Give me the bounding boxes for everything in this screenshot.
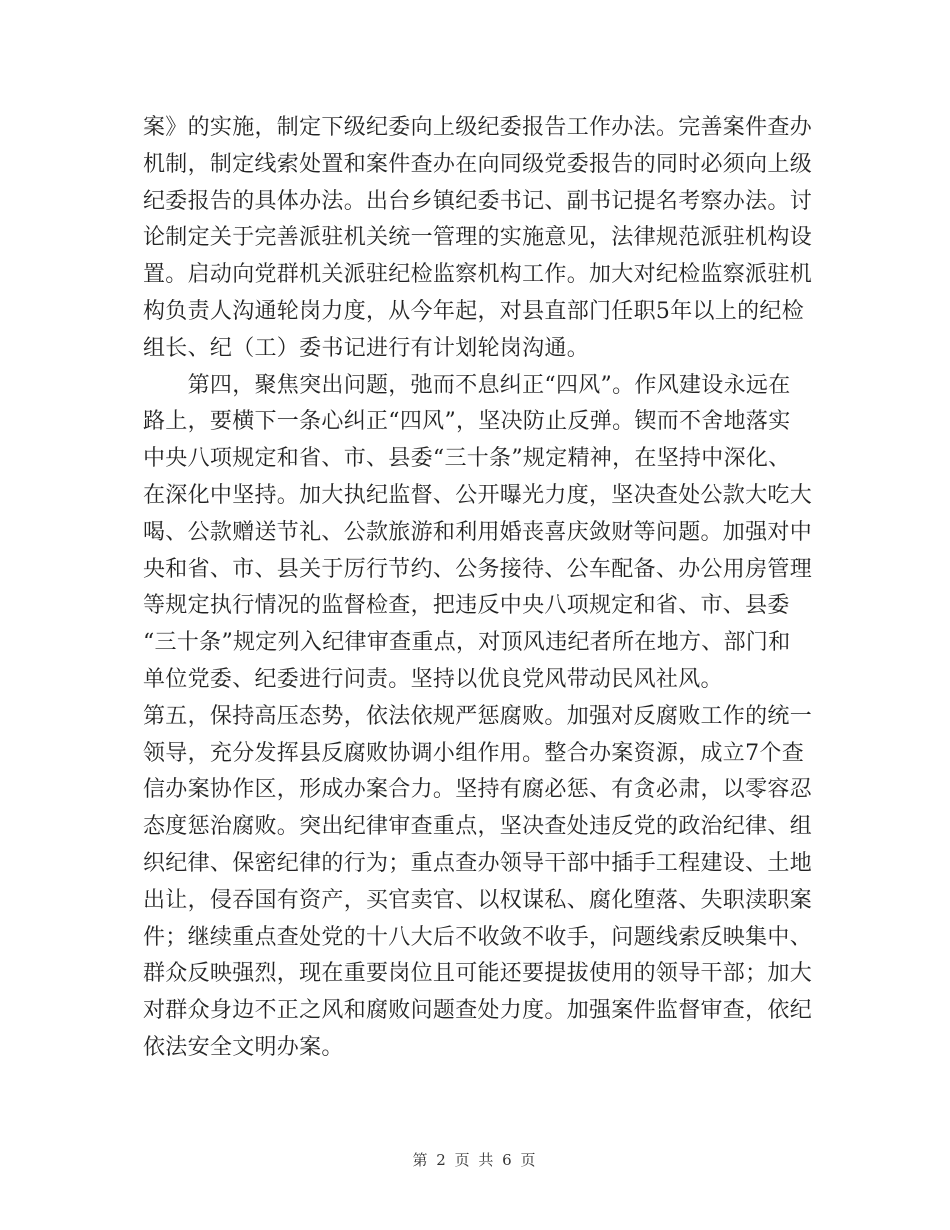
text-line: 态度惩治腐败。突出纪律审查重点，坚决查处违反党的政治纪律、组 xyxy=(143,814,813,840)
text-line: 信办案协作区，形成办案合力。坚持有腐必惩、有贪必肃，以零容忍 xyxy=(143,777,813,803)
text-line: 单位党委、纪委进行问责。坚持以优良党风带动民风社风。 xyxy=(143,667,723,692)
text-line: 组长、纪（工）委书记进行有计划轮岗沟通。 xyxy=(143,335,590,361)
text-line: 对群众身边不正之风和腐败问题查处力度。加强案件监督审查，依纪 xyxy=(143,998,813,1024)
text-line: 央和省、市、县关于厉行节约、公务接待、公车配备、办公用房管理 xyxy=(143,556,813,582)
text-line: 置。启动向党群机关派驻纪检监察机构工作。加大对纪检监察派驻机 xyxy=(143,262,813,288)
text-line: 在深化中坚持。加大执纪监督、公开曝光力度，坚决查处公款大吃大 xyxy=(143,483,813,508)
text-line: 第四，聚焦突出问题，弛而不息纠正“四风”。作风建设永远在 xyxy=(143,372,791,398)
text-line: 第五，保持高压态势，依法依规严惩腐败。加强对反腐败工作的统一 xyxy=(143,703,813,729)
text-line: 群众反映强烈，现在重要岗位且可能还要提拔使用的领导干部；加大 xyxy=(143,961,813,987)
text-line: 喝、公款赠送节礼、公款旅游和利用婚丧喜庆敛财等问题。加强对中 xyxy=(143,519,813,545)
text-line: 织纪律、保密纪律的行为；重点查办领导干部中插手工程建设、土地 xyxy=(143,851,813,876)
text-line: 领导，充分发挥县反腐败协调小组作用。整合办案资源，成立7个查 xyxy=(143,740,804,766)
text-line: 论制定关于完善派驻机关统一管理的实施意见，法律规范派驻机构设 xyxy=(143,225,813,251)
text-line: 纪委报告的具体办法。出台乡镇纪委书记、副书记提名考察办法。讨 xyxy=(143,188,813,214)
text-line: 件；继续重点查处党的十八大后不收敛不收手，问题线索反映集中、 xyxy=(143,924,813,950)
text-line: 构负责人沟通轮岗力度，从今年起，对县直部门任职5年以上的纪检 xyxy=(143,299,804,324)
text-line: “三十条”规定列入纪律审查重点，对顶风违纪者所在地方、部门和 xyxy=(143,630,791,656)
text-line: 依法安全文明办案。 xyxy=(143,1035,344,1060)
text-line: 案》的实施，制定下级纪委向上级纪委报告工作办法。完善案件查办 xyxy=(143,115,813,140)
text-line: 路上，要横下一条心纠正“四风”，坚决防止反弹。锲而不舍地落实 xyxy=(143,409,791,435)
page-footer: 第 2 页 共 6 页 xyxy=(412,1151,538,1169)
text-line: 出让，侵吞国有资产，买官卖官、以权谋私、腐化堕落、失职渎职案 xyxy=(143,887,813,913)
text-line: 中央八项规定和省、市、县委“三十条”规定精神，在坚持中深化、 xyxy=(143,446,791,472)
text-line: 等规定执行情况的监督检查，把违反中央八项规定和省、市、县委 xyxy=(143,593,790,619)
text-line: 机制，制定线索处置和案件查办在向同级党委报告的同时必须向上级 xyxy=(143,151,813,177)
